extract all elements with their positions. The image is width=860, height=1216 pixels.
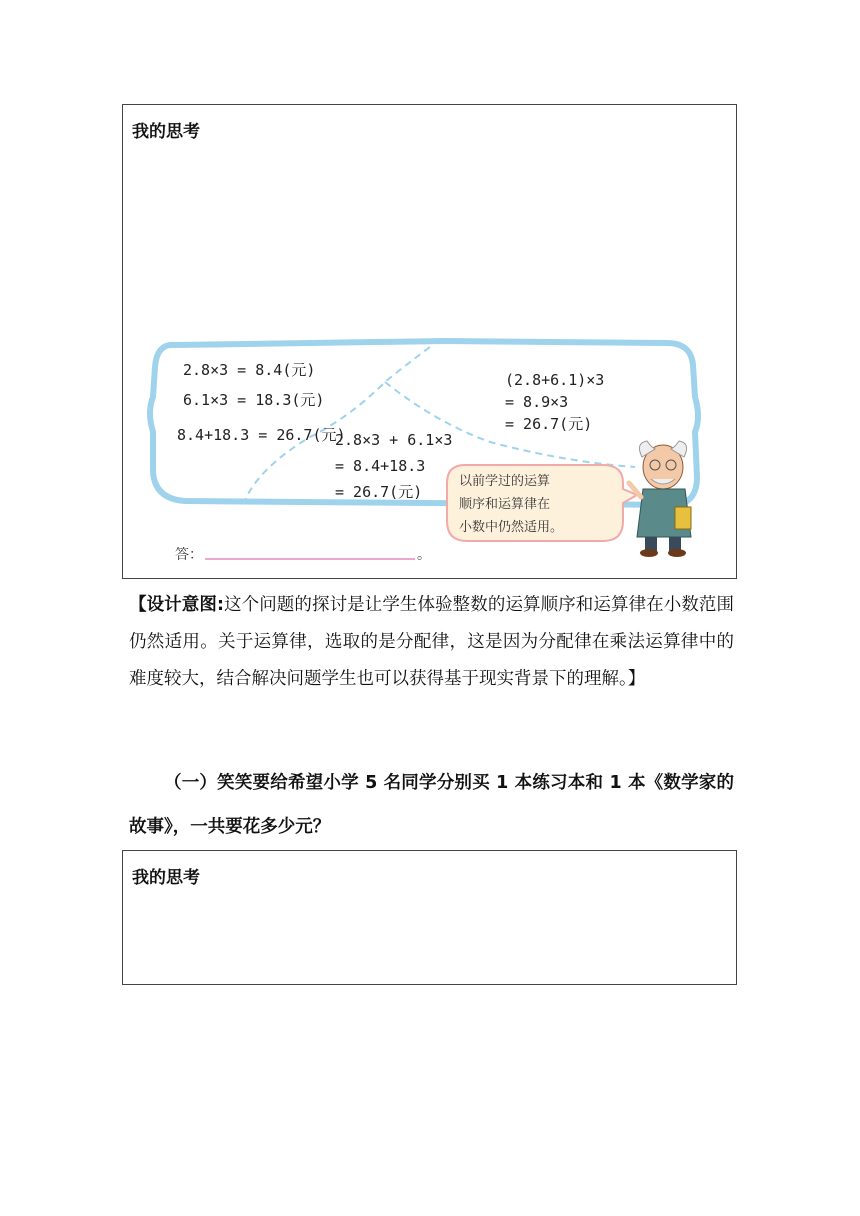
method2-line: = 26.7(元) (335, 483, 423, 501)
design-intent-text: 这个问题的探讨是让学生体验整数的运算顺序和运算律在小数范围仍然适用。关于运算律，选取的是分配律，这是因为分配律在乘法运算律中的难度较大，结合解决问题学生也可以获得基于现实背景下的理解。】 (129, 595, 735, 689)
method2-line: 2.8×3 + 6.1×3 (335, 431, 453, 449)
method1-line: 8.4+18.3 = 26.7(元) (177, 426, 346, 444)
speech-bubble-line: 顺序和运算律在 (459, 497, 551, 512)
thinking-box-2 (122, 850, 737, 985)
answer-end: 。 (417, 547, 431, 563)
method1-line: 6.1×3 = 18.3(元) (183, 391, 325, 409)
question-paragraph: （一）笑笑要给希望小学 5 名同学分别买 1 本练习本和 1 本《数学家的故事》，一共要花多少元？ (129, 773, 734, 837)
thinking-box-title: 我的思考 (132, 122, 200, 142)
method3-line: = 8.9×3 (505, 393, 569, 411)
speech-bubble-line: 以前学过的运算 (459, 474, 551, 489)
thinking-box-1 (122, 104, 737, 579)
answer-label: 答： (175, 547, 203, 563)
textbook-illustration (145, 337, 705, 569)
design-intent-paragraph (129, 587, 734, 698)
teacher-character (629, 441, 691, 557)
speech-bubble-line: 小数中仍然适用。 (459, 520, 564, 535)
thinking-box-title: 我的思考 (132, 868, 200, 888)
design-intent-label: 【设计意图: (129, 595, 224, 615)
method3-line: (2.8+6.1)×3 (505, 371, 605, 389)
method1-line: 2.8×3 = 8.4(元) (183, 361, 316, 379)
method3-line: = 26.7(元) (505, 415, 593, 433)
method2-line: = 8.4+18.3 (335, 457, 426, 475)
